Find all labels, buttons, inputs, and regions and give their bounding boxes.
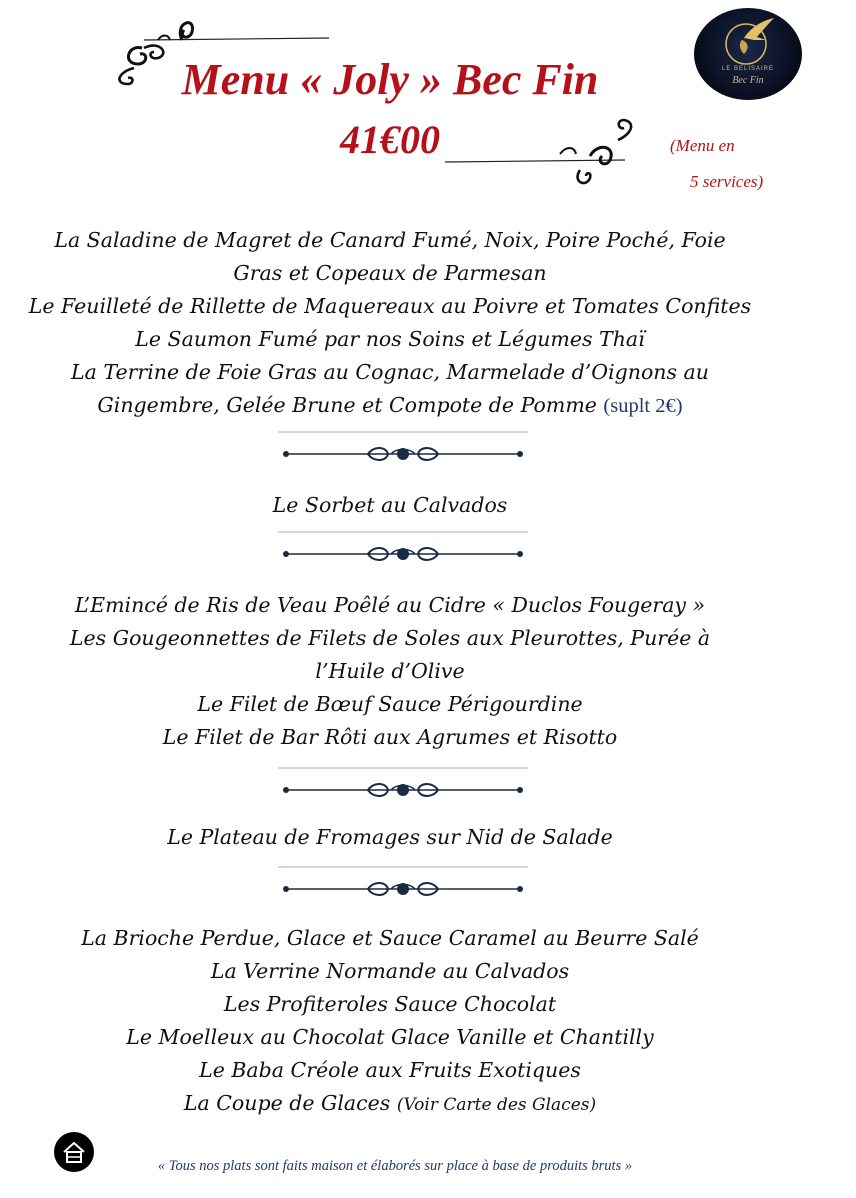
logo-text-top: LE BELISAIRE [721,66,775,72]
ornament-divider-icon [278,428,528,468]
dessert-line-with-note [0,1087,780,1122]
starter-line-with-supplement [0,389,780,423]
footer-note: « Tous nos plats sont faits maison et élaborés sur place à base de produits bruts » [157,1158,633,1174]
ornament-divider-icon [278,528,528,568]
main-line: Les Gougeonnettes de Filets de Soles aux Pleurottes, Purée à [69,626,711,650]
dessert-line: La Brioche Perdue, Glace et Sauce Caramel au Beurre Salé [81,926,699,950]
ornament-divider-icon [278,764,528,804]
dessert-line: Le Moelleux au Chocolat Glace Vanille et Chantilly [126,1025,654,1049]
dessert-line: Les Profiteroles Sauce Chocolat [223,992,557,1016]
logo-text-bottom: Bec Fin [732,75,764,86]
menu-price: 41€00 [340,117,440,162]
menu-note-line2: 5 services) [690,172,764,191]
starter-line: Le Saumon Fumé par nos Soins et Légumes Thaï [135,327,645,351]
dessert-line: La Verrine Normande au Calvados [210,959,570,983]
fait-maison-icon [54,1132,94,1172]
starter-line: La Terrine de Foie Gras au Cognac, Marmelade d’Oignons au [71,360,709,384]
starter-line: Le Feuilleté de Rillette de Maquereaux au Poivre et Tomates Confites [28,294,752,318]
supplement-note: (suplt 2€) [603,395,683,417]
main-line: l’Huile d’Olive [315,659,465,683]
starter-line: La Saladine de Magret de Canard Fumé, Noix, Poire Poché, Foie [54,228,726,252]
main-line: L’Emincé de Ris de Veau Poêlé au Cidre « Duclos Fougeray » [74,593,706,617]
starter-line: Gingembre, Gelée Brune et Compote de Pomme [97,393,597,417]
sorbet-line: Le Sorbet au Calvados [272,493,508,517]
cheese-line: Le Plateau de Fromages sur Nid de Salade [167,825,613,849]
dessert-line: Le Baba Créole aux Fruits Exotiques [199,1058,581,1082]
ornament-divider-icon [278,863,528,903]
restaurant-logo [694,8,802,100]
menu-title: Menu « Joly » Bec Fin [181,55,599,104]
coupe-note: (Voir Carte des Glaces) [396,1095,597,1115]
main-line: Le Filet de Bar Rôti aux Agrumes et Risotto [162,725,618,749]
hummingbird-icon [714,14,784,68]
dessert-line: La Coupe de Glaces [183,1091,391,1115]
starter-line: Gras et Copeaux de Parmesan [233,261,547,285]
main-line: Le Filet de Bœuf Sauce Périgourdine [197,692,583,716]
menu-note-line1: (Menu en [670,136,735,155]
